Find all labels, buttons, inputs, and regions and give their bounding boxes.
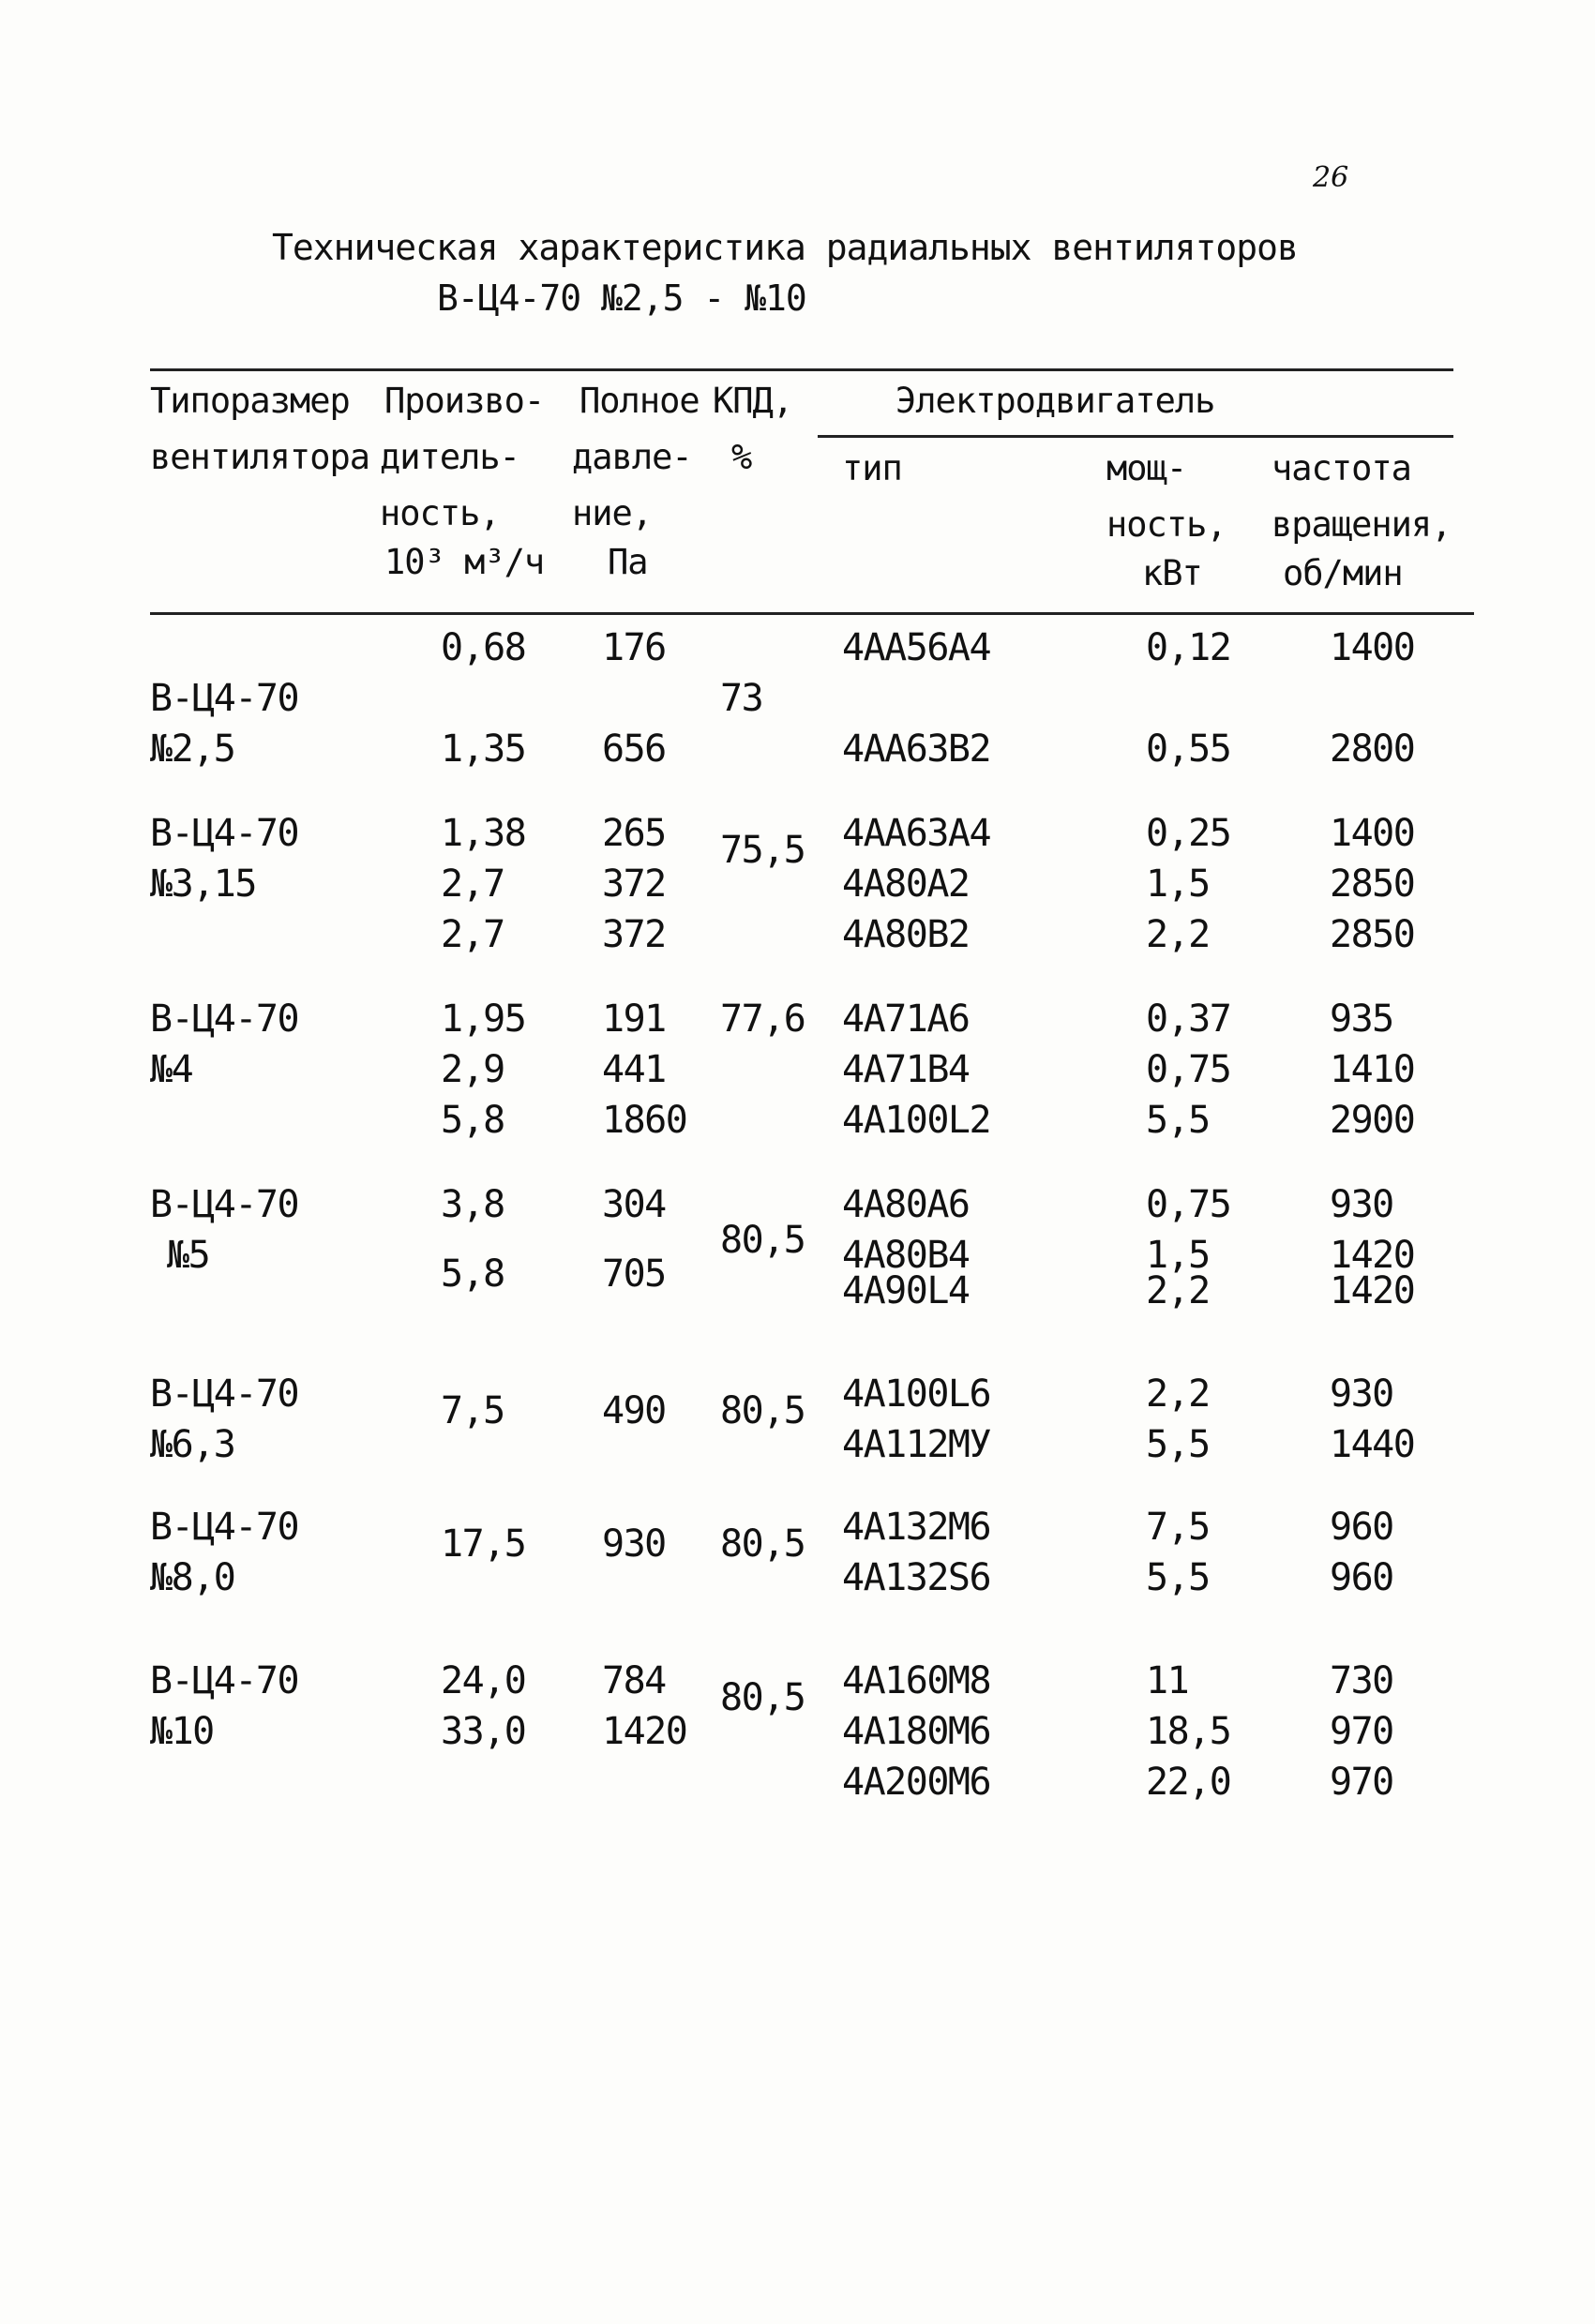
motor-power-cell: 18,5 bbox=[1146, 1710, 1231, 1753]
motor-power-cell: 2,2 bbox=[1146, 913, 1210, 956]
fan-size-line1: В-Ц4-70 bbox=[150, 677, 299, 720]
fan-size-line2: №4 bbox=[150, 1048, 193, 1091]
capacity-cell: 33,0 bbox=[441, 1710, 526, 1753]
motor-frequency-cell: 1400 bbox=[1330, 626, 1415, 669]
header-pressure-line2: давле- bbox=[572, 437, 692, 477]
header-bottom-rule bbox=[150, 612, 1474, 615]
motor-frequency-cell: 960 bbox=[1330, 1506, 1393, 1549]
fan-size-line1: В-Ц4-70 bbox=[150, 1183, 299, 1226]
motor-subheader-rule bbox=[818, 435, 1453, 438]
motor-type-cell: 4А112МУ bbox=[842, 1423, 991, 1466]
motor-frequency-cell: 960 bbox=[1330, 1556, 1393, 1599]
motor-type-cell: 4А100L2 bbox=[842, 1099, 991, 1142]
header-frequency-line3: об/мин bbox=[1283, 553, 1403, 593]
efficiency-cell: 77,6 bbox=[720, 997, 805, 1041]
pressure-cell: 372 bbox=[602, 913, 666, 956]
motor-power-cell: 1,5 bbox=[1146, 862, 1210, 906]
fan-size-line1: В-Ц4-70 bbox=[150, 1659, 299, 1702]
capacity-cell: 17,5 bbox=[441, 1522, 526, 1566]
capacity-cell: 2,7 bbox=[441, 913, 504, 956]
motor-frequency-cell: 730 bbox=[1330, 1659, 1393, 1702]
motor-frequency-cell: 970 bbox=[1330, 1761, 1393, 1804]
motor-type-cell: 4А132S6 bbox=[842, 1556, 991, 1599]
fan-size-line2: №10 bbox=[150, 1710, 214, 1753]
capacity-cell: 2,9 bbox=[441, 1048, 504, 1091]
capacity-cell: 0,68 bbox=[441, 626, 526, 669]
pressure-cell: 304 bbox=[602, 1183, 666, 1226]
motor-power-cell: 2,2 bbox=[1146, 1269, 1210, 1312]
capacity-cell: 2,7 bbox=[441, 862, 504, 906]
motor-power-cell: 0,75 bbox=[1146, 1183, 1231, 1226]
motor-frequency-cell: 970 bbox=[1330, 1710, 1393, 1753]
capacity-cell: 24,0 bbox=[441, 1659, 526, 1702]
motor-power-cell: 0,12 bbox=[1146, 626, 1231, 669]
motor-power-cell: 7,5 bbox=[1146, 1506, 1210, 1549]
header-type: тип bbox=[842, 448, 902, 488]
motor-power-cell: 5,5 bbox=[1146, 1556, 1210, 1599]
header-size-line2: вентилятора bbox=[150, 437, 370, 477]
motor-type-cell: 4А80А2 bbox=[842, 862, 970, 906]
motor-type-cell: 4А71В4 bbox=[842, 1048, 970, 1091]
motor-type-cell: 4А80В4 bbox=[842, 1234, 970, 1277]
page-number: 26 bbox=[1313, 161, 1349, 194]
capacity-cell: 3,8 bbox=[441, 1183, 504, 1226]
motor-power-cell: 2,2 bbox=[1146, 1372, 1210, 1416]
header-pressure-line3: ние, bbox=[572, 493, 653, 533]
pressure-cell: 784 bbox=[602, 1659, 666, 1702]
header-pressure-line1: Полное bbox=[579, 381, 700, 421]
motor-type-cell: 4А80В2 bbox=[842, 913, 970, 956]
motor-type-cell: 4А71А6 bbox=[842, 997, 970, 1041]
pressure-cell: 176 bbox=[602, 626, 666, 669]
capacity-cell: 1,35 bbox=[441, 727, 526, 771]
header-capacity-line3: ность, bbox=[380, 493, 500, 533]
motor-frequency-cell: 1400 bbox=[1330, 812, 1415, 855]
efficiency-cell: 75,5 bbox=[720, 829, 805, 872]
efficiency-cell: 80,5 bbox=[720, 1522, 805, 1566]
motor-type-cell: 4А90L4 bbox=[842, 1269, 970, 1312]
table-top-rule bbox=[150, 368, 1453, 371]
header-frequency-line1: частота bbox=[1271, 448, 1411, 488]
pressure-cell: 656 bbox=[602, 727, 666, 771]
efficiency-cell: 80,5 bbox=[720, 1389, 805, 1432]
fan-size-line2: №2,5 bbox=[150, 727, 235, 771]
motor-type-cell: 4А160М8 bbox=[842, 1659, 991, 1702]
motor-type-cell: 4А132М6 bbox=[842, 1506, 991, 1549]
efficiency-cell: 80,5 bbox=[720, 1219, 805, 1262]
motor-type-cell: 4АА63В2 bbox=[842, 727, 991, 771]
motor-type-cell: 4А80А6 bbox=[842, 1183, 970, 1226]
motor-frequency-cell: 935 bbox=[1330, 997, 1393, 1041]
motor-frequency-cell: 1420 bbox=[1330, 1234, 1415, 1277]
motor-power-cell: 1,5 bbox=[1146, 1234, 1210, 1277]
motor-frequency-cell: 930 bbox=[1330, 1183, 1393, 1226]
motor-type-cell: 4АА63А4 bbox=[842, 812, 991, 855]
efficiency-cell: 80,5 bbox=[720, 1676, 805, 1719]
fan-size-line1: В-Ц4-70 bbox=[150, 812, 299, 855]
motor-frequency-cell: 2850 bbox=[1330, 862, 1415, 906]
motor-power-cell: 22,0 bbox=[1146, 1761, 1231, 1804]
motor-power-cell: 0,25 bbox=[1146, 812, 1231, 855]
motor-power-cell: 0,75 bbox=[1146, 1048, 1231, 1091]
fan-size-line2: №5 bbox=[167, 1234, 210, 1277]
capacity-cell: 1,95 bbox=[441, 997, 526, 1041]
capacity-cell: 5,8 bbox=[441, 1099, 504, 1142]
pressure-cell: 1860 bbox=[602, 1099, 687, 1142]
motor-type-cell: 4АА56А4 bbox=[842, 626, 991, 669]
capacity-cell: 7,5 bbox=[441, 1389, 504, 1432]
motor-frequency-cell: 930 bbox=[1330, 1372, 1393, 1416]
header-power-line1: мощ- bbox=[1106, 448, 1187, 488]
fan-size-line2: №3,15 bbox=[150, 862, 256, 906]
fan-size-line2: №8,0 bbox=[150, 1556, 235, 1599]
motor-frequency-cell: 1420 bbox=[1330, 1269, 1415, 1312]
pressure-cell: 705 bbox=[602, 1252, 666, 1296]
title-line-2: В-Ц4-70 №2,5 - №10 bbox=[437, 277, 806, 319]
pressure-cell: 441 bbox=[602, 1048, 666, 1091]
fan-size-line1: В-Ц4-70 bbox=[150, 1506, 299, 1549]
header-efficiency-line2: % bbox=[731, 437, 752, 477]
motor-frequency-cell: 1410 bbox=[1330, 1048, 1415, 1091]
efficiency-cell: 73 bbox=[720, 677, 763, 720]
motor-type-cell: 4А100L6 bbox=[842, 1372, 991, 1416]
fan-size-line1: В-Ц4-70 bbox=[150, 1372, 299, 1416]
header-power-line2: ность, bbox=[1106, 504, 1226, 545]
fan-size-line1: В-Ц4-70 bbox=[150, 997, 299, 1041]
pressure-cell: 265 bbox=[602, 812, 666, 855]
fan-size-line2: №6,3 bbox=[150, 1423, 235, 1466]
motor-frequency-cell: 2850 bbox=[1330, 913, 1415, 956]
motor-type-cell: 4А180М6 bbox=[842, 1710, 991, 1753]
motor-power-cell: 5,5 bbox=[1146, 1423, 1210, 1466]
motor-frequency-cell: 2900 bbox=[1330, 1099, 1415, 1142]
header-frequency-line2: вращения, bbox=[1271, 504, 1452, 545]
pressure-cell: 930 bbox=[602, 1522, 666, 1566]
header-motor: Электродвигатель bbox=[895, 381, 1215, 421]
motor-frequency-cell: 1440 bbox=[1330, 1423, 1415, 1466]
header-power-line3: кВт bbox=[1142, 553, 1202, 593]
header-pressure-line4: Па bbox=[608, 542, 648, 582]
header-efficiency-line1: КПД, bbox=[713, 381, 793, 421]
header-size-line1: Типоразмер bbox=[150, 381, 350, 421]
header-capacity-line2: дитель- bbox=[380, 437, 519, 477]
pressure-cell: 490 bbox=[602, 1389, 666, 1432]
motor-power-cell: 5,5 bbox=[1146, 1099, 1210, 1142]
capacity-cell: 5,8 bbox=[441, 1252, 504, 1296]
motor-power-cell: 11 bbox=[1146, 1659, 1189, 1702]
motor-power-cell: 0,37 bbox=[1146, 997, 1231, 1041]
header-capacity-line4: 10³ м³/ч bbox=[384, 542, 545, 582]
capacity-cell: 1,38 bbox=[441, 812, 526, 855]
pressure-cell: 191 bbox=[602, 997, 666, 1041]
header-capacity-line1: Произво- bbox=[384, 381, 545, 421]
pressure-cell: 1420 bbox=[602, 1710, 687, 1753]
motor-frequency-cell: 2800 bbox=[1330, 727, 1415, 771]
motor-power-cell: 0,55 bbox=[1146, 727, 1231, 771]
motor-type-cell: 4А200М6 bbox=[842, 1761, 991, 1804]
pressure-cell: 372 bbox=[602, 862, 666, 906]
title-line-1: Техническая характеристика радиальных вентиляторов bbox=[272, 227, 1298, 268]
